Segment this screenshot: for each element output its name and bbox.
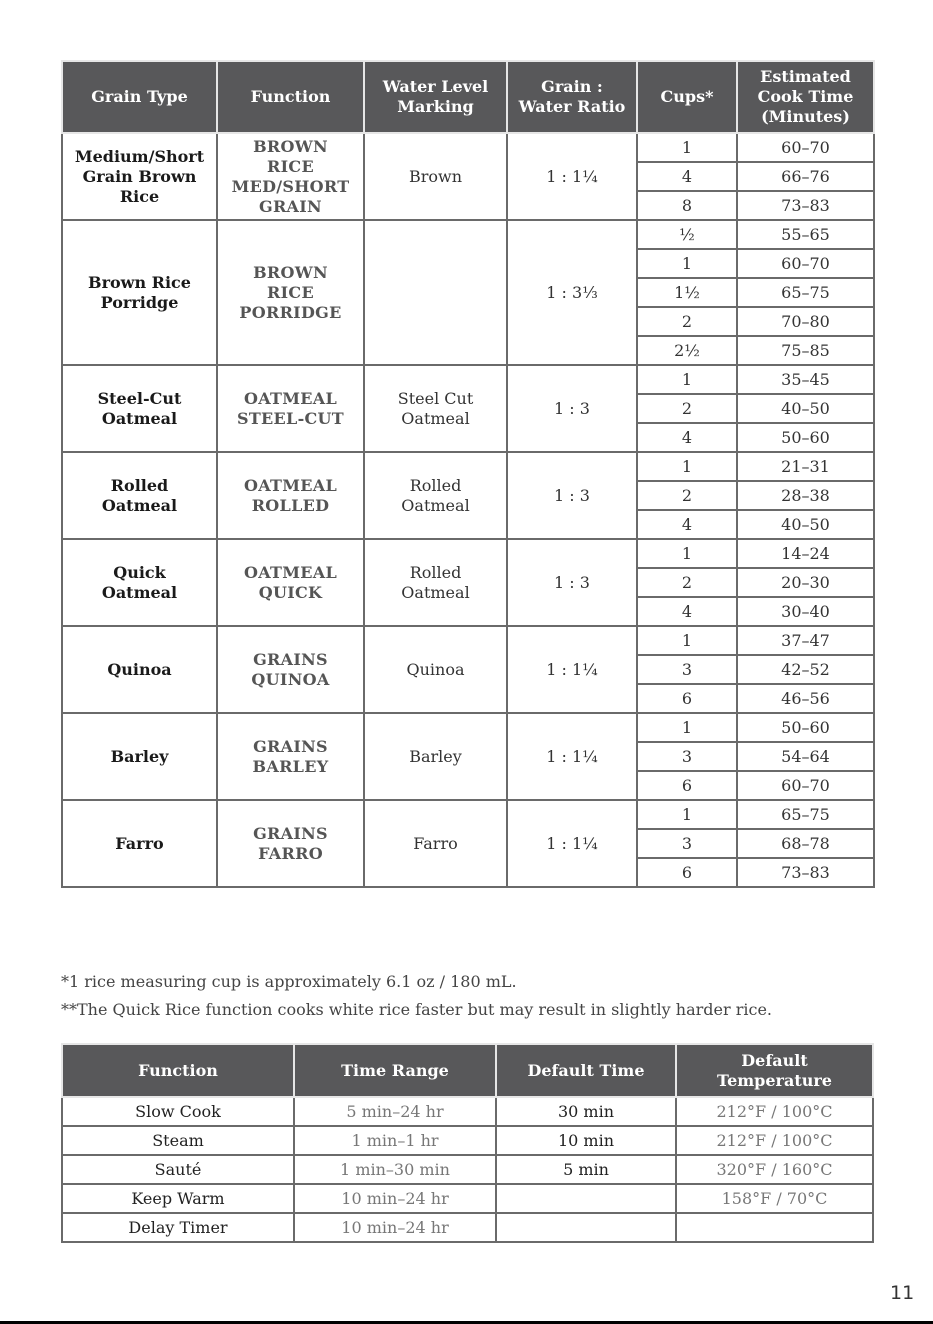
cook-time-cell: 50–60 <box>737 713 874 742</box>
cook-time-cell: 65–75 <box>737 800 874 829</box>
cups-cell: 2 <box>637 307 737 336</box>
cook-time-cell: 73–83 <box>737 858 874 887</box>
grain-type-cell: Brown Rice Porridge <box>62 220 217 365</box>
water-level-cell: Farro <box>364 800 507 887</box>
cook-time-cell: 66–76 <box>737 162 874 191</box>
cook-time-cell: 30–40 <box>737 597 874 626</box>
default-temperature-cell: 320°F / 160°C <box>676 1155 873 1184</box>
function-name-cell: Slow Cook <box>62 1097 294 1126</box>
cups-cell: 3 <box>637 742 737 771</box>
header-cups: Cups* <box>637 61 737 133</box>
grain-type-cell: Quick Oatmeal <box>62 539 217 626</box>
cups-cell: 6 <box>637 684 737 713</box>
water-level-cell <box>364 220 507 365</box>
function-cell: OATMEAL QUICK <box>217 539 364 626</box>
cups-cell: 4 <box>637 423 737 452</box>
function-cell: OATMEAL ROLLED <box>217 452 364 539</box>
cook-time-cell: 60–70 <box>737 133 874 162</box>
ratio-cell: 1 : 1¼ <box>507 626 637 713</box>
cook-time-cell: 40–50 <box>737 394 874 423</box>
function-name-cell: Delay Timer <box>62 1213 294 1242</box>
function-cell: BROWN RICE PORRIDGE <box>217 220 364 365</box>
water-level-cell: Rolled Oatmeal <box>364 539 507 626</box>
cook-time-cell: 60–70 <box>737 771 874 800</box>
function-name-cell: Keep Warm <box>62 1184 294 1213</box>
table-row <box>62 133 874 162</box>
cook-time-cell: 75–85 <box>737 336 874 365</box>
page-number: 11 <box>890 1282 915 1304</box>
ratio-cell: 1 : 3 <box>507 452 637 539</box>
cups-cell: 1 <box>637 713 737 742</box>
time-range-cell: 10 min–24 hr <box>294 1184 496 1213</box>
cook-time-cell: 20–30 <box>737 568 874 597</box>
cook-time-cell: 70–80 <box>737 307 874 336</box>
table-row <box>62 713 874 742</box>
cups-cell: 3 <box>637 829 737 858</box>
default-temperature-cell: 212°F / 100°C <box>676 1126 873 1155</box>
header-time-range: Time Range <box>294 1044 496 1097</box>
time-range-cell: 5 min–24 hr <box>294 1097 496 1126</box>
ratio-cell: 1 : 1¼ <box>507 800 637 887</box>
header-water-level: Water Level Marking <box>364 61 507 133</box>
cook-time-cell: 35–45 <box>737 365 874 394</box>
grain-type-cell: Barley <box>62 713 217 800</box>
grain-type-cell: Farro <box>62 800 217 887</box>
ratio-cell: 1 : 3 <box>507 539 637 626</box>
cups-cell: 1 <box>637 133 737 162</box>
cups-cell: 2½ <box>637 336 737 365</box>
grain-type-cell: Quinoa <box>62 626 217 713</box>
function-table-header-row <box>62 1044 873 1097</box>
table-row <box>62 1126 873 1155</box>
default-time-cell: 5 min <box>496 1155 676 1184</box>
header-grain-type: Grain Type <box>62 61 217 133</box>
cups-cell: 4 <box>637 162 737 191</box>
header-default-time: Default Time <box>496 1044 676 1097</box>
header-default-temperature: Default Temperature <box>676 1044 873 1097</box>
cups-cell: 1 <box>637 365 737 394</box>
time-range-cell: 1 min–30 min <box>294 1155 496 1184</box>
table-row <box>62 1097 873 1126</box>
function-name-cell: Sauté <box>62 1155 294 1184</box>
cook-time-cell: 50–60 <box>737 423 874 452</box>
cook-time-cell: 73–83 <box>737 191 874 220</box>
cups-cell: 1 <box>637 249 737 278</box>
quick-rice-footnote: **The Quick Rice function cooks white rice faster but may result in slightly harder rice. <box>61 1000 773 1019</box>
ratio-cell: 1 : 3⅓ <box>507 220 637 365</box>
table-row <box>62 800 874 829</box>
cups-cell: 1 <box>637 452 737 481</box>
cook-time-cell: 65–75 <box>737 278 874 307</box>
default-temperature-cell: 212°F / 100°C <box>676 1097 873 1126</box>
cook-time-cell: 28–38 <box>737 481 874 510</box>
function-cell: OATMEAL STEEL-CUT <box>217 365 364 452</box>
ratio-cell: 1 : 3 <box>507 365 637 452</box>
table-row <box>62 1213 873 1242</box>
function-name-cell: Steam <box>62 1126 294 1155</box>
cups-cell: 1 <box>637 539 737 568</box>
table-row <box>62 626 874 655</box>
cook-time-cell: 54–64 <box>737 742 874 771</box>
water-level-cell: Quinoa <box>364 626 507 713</box>
grain-type-cell: Steel-Cut Oatmeal <box>62 365 217 452</box>
cups-cell: ½ <box>637 220 737 249</box>
header-function: Function <box>217 61 364 133</box>
header-ratio: Grain : Water Ratio <box>507 61 637 133</box>
time-range-cell: 1 min–1 hr <box>294 1126 496 1155</box>
default-time-cell: 30 min <box>496 1097 676 1126</box>
default-temperature-cell <box>676 1213 873 1242</box>
cups-cell: 6 <box>637 858 737 887</box>
cups-cell: 2 <box>637 394 737 423</box>
cook-time-cell: 46–56 <box>737 684 874 713</box>
default-time-cell <box>496 1184 676 1213</box>
cook-time-cell: 21–31 <box>737 452 874 481</box>
table-row <box>62 452 874 481</box>
table-row <box>62 365 874 394</box>
table-row <box>62 539 874 568</box>
cups-cell: 3 <box>637 655 737 684</box>
cup-footnote: *1 rice measuring cup is approximately 6.1 oz / 180 mL. <box>61 972 517 991</box>
header-function: Function <box>62 1044 294 1097</box>
water-level-cell: Barley <box>364 713 507 800</box>
grain-table-header-row <box>62 61 874 133</box>
cups-cell: 2 <box>637 568 737 597</box>
water-level-cell: Rolled Oatmeal <box>364 452 507 539</box>
grain-type-cell: Medium/Short Grain Brown Rice <box>62 133 217 220</box>
cups-cell: 1½ <box>637 278 737 307</box>
ratio-cell: 1 : 1¼ <box>507 713 637 800</box>
footnotes <box>61 968 772 1024</box>
water-level-cell: Brown <box>364 133 507 220</box>
cook-time-cell: 68–78 <box>737 829 874 858</box>
cups-cell: 6 <box>637 771 737 800</box>
function-cell: GRAINS BARLEY <box>217 713 364 800</box>
header-cook-time: Estimated Cook Time (Minutes) <box>737 61 874 133</box>
table-row <box>62 1184 873 1213</box>
cook-time-cell: 14–24 <box>737 539 874 568</box>
table-row <box>62 220 874 249</box>
default-temperature-cell: 158°F / 70°C <box>676 1184 873 1213</box>
cups-cell: 1 <box>637 626 737 655</box>
table-row <box>62 1155 873 1184</box>
time-range-cell: 10 min–24 hr <box>294 1213 496 1242</box>
default-time-cell <box>496 1213 676 1242</box>
grain-cooking-table <box>61 60 875 888</box>
default-time-cell: 10 min <box>496 1126 676 1155</box>
cups-cell: 4 <box>637 597 737 626</box>
cook-time-cell: 55–65 <box>737 220 874 249</box>
grain-type-cell: Rolled Oatmeal <box>62 452 217 539</box>
function-cell: BROWN RICE MED/SHORT GRAIN <box>217 133 364 220</box>
cups-cell: 8 <box>637 191 737 220</box>
cook-time-cell: 37–47 <box>737 626 874 655</box>
cups-cell: 2 <box>637 481 737 510</box>
function-cell: GRAINS FARRO <box>217 800 364 887</box>
function-cell: GRAINS QUINOA <box>217 626 364 713</box>
cook-time-cell: 40–50 <box>737 510 874 539</box>
cook-time-cell: 42–52 <box>737 655 874 684</box>
function-settings-table <box>61 1043 874 1243</box>
cups-cell: 1 <box>637 800 737 829</box>
cook-time-cell: 60–70 <box>737 249 874 278</box>
ratio-cell: 1 : 1¼ <box>507 133 637 220</box>
water-level-cell: Steel Cut Oatmeal <box>364 365 507 452</box>
cups-cell: 4 <box>637 510 737 539</box>
